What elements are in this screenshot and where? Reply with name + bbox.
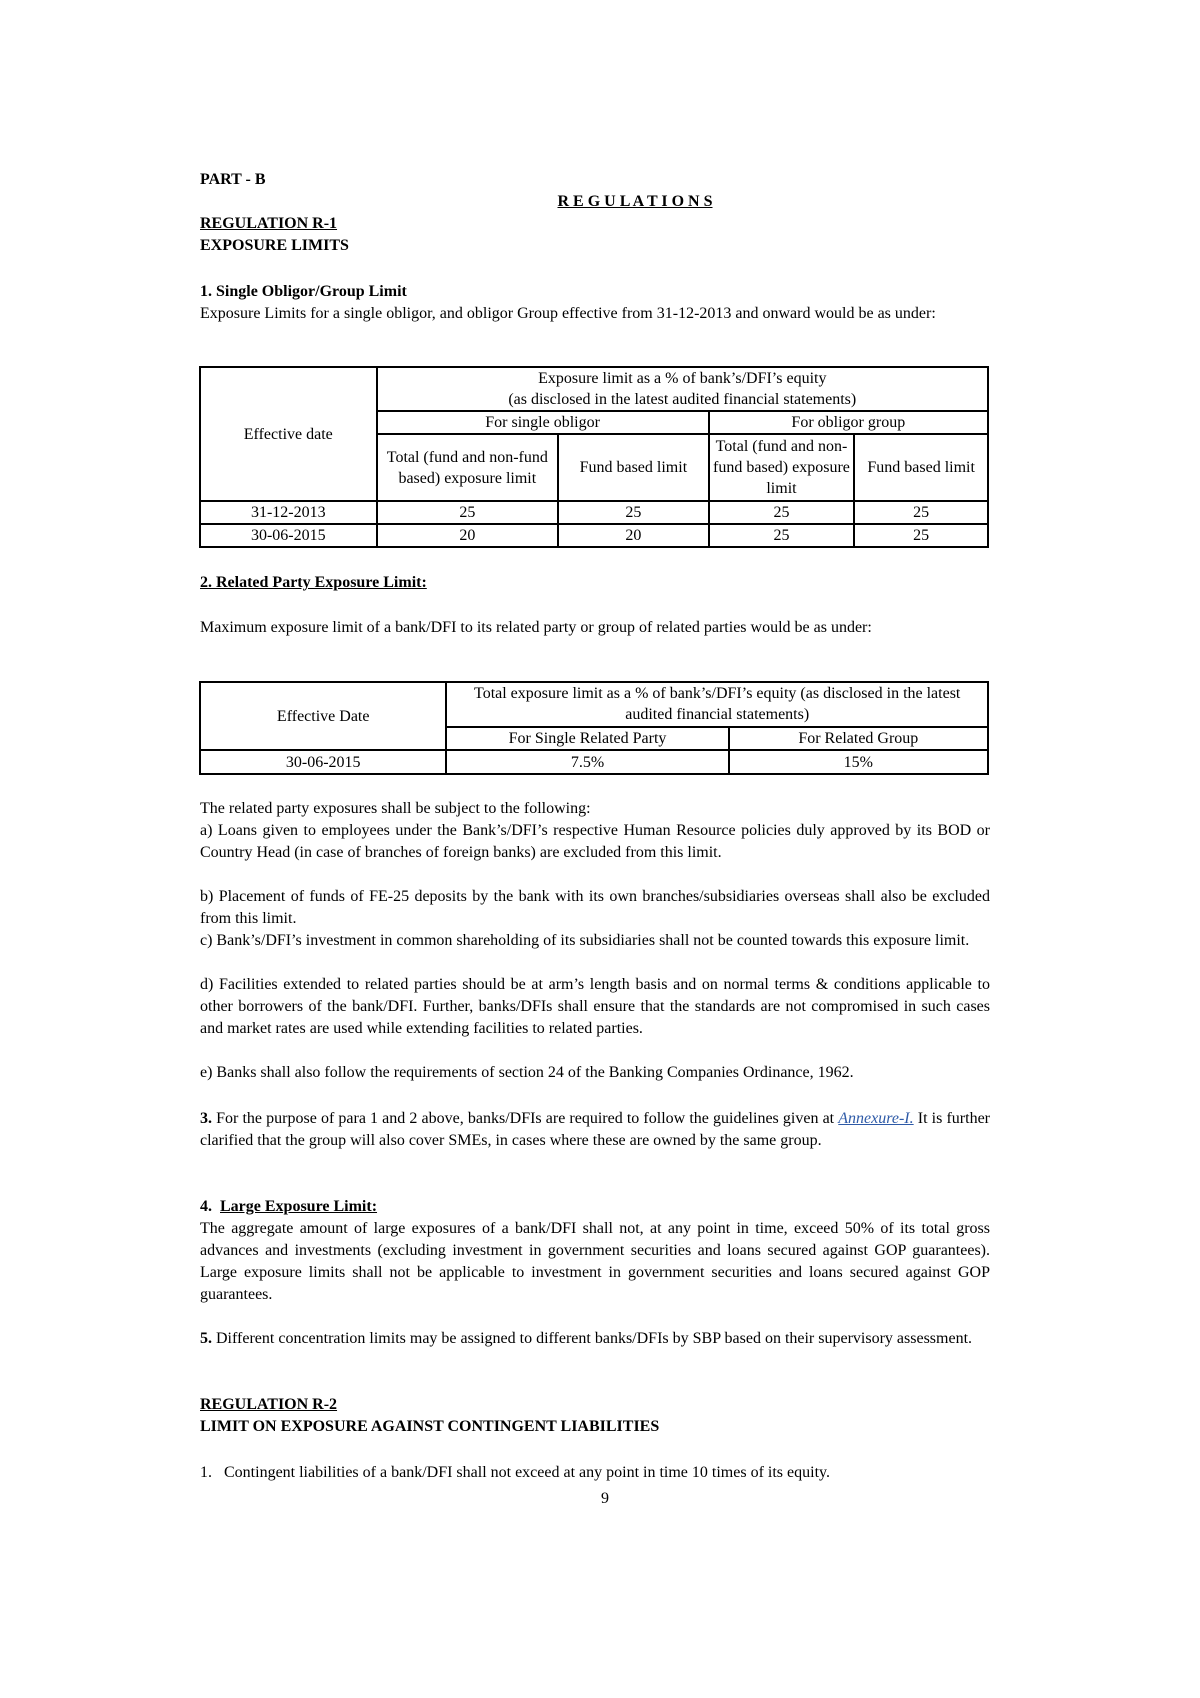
table-row (200, 524, 988, 547)
table-cell: 25 (709, 524, 855, 547)
related-item-e: e) Banks shall also follow the requirements of section 24 of the Banking Companies Ordinance, 1962. (200, 1064, 854, 1081)
table-cell: 30-06-2015 (200, 750, 446, 774)
regulation-r2-subheading: LIMIT ON EXPOSURE AGAINST CONTINGENT LIABILITIES (200, 1418, 660, 1435)
r2-item-1: 1. Contingent liabilities of a bank/DFI shall not exceed at any point in time 10 times of its equity. (200, 1464, 830, 1481)
table-cell: 31-12-2013 (200, 501, 377, 524)
table-cell: 25 (377, 501, 559, 524)
section-4-title: 4. Large Exposure Limit: (200, 1198, 378, 1215)
exposure-limit-header: Exposure limit as a % of bank’s/DFI’s equity (as disclosed in the latest audited financial statements) (377, 367, 988, 411)
group-total-limit-header: Total (fund and non-fund based) exposure limit (709, 434, 855, 501)
table-row (200, 501, 988, 524)
single-related-party-header: For Single Related Party (446, 727, 728, 751)
table-cell: 25 (854, 501, 988, 524)
table-cell: 15% (729, 750, 988, 774)
table-cell: 25 (854, 524, 988, 547)
page-number: 9 (601, 1490, 609, 1507)
effective-date-header: Effective date (200, 367, 377, 501)
section-4-text: The aggregate amount of large exposures of a bank/DFI shall not, at any point in time, exceed 50% of its total gross advances and investments (excluding investment in government securities and loans secured against GOP guarantees). Large exposure limits shall not be applicable to investment in government securities and loans secured against GOP guarantees. (200, 1220, 990, 1303)
table-cell: 7.5% (446, 750, 728, 774)
table-cell: 30-06-2015 (200, 524, 377, 547)
section-5-text: 5. Different concentration limits may be assigned to different banks/DFIs by SBP based on their supervisory assessment. (200, 1330, 973, 1347)
related-item-d: d) Facilities extended to related parties should be at arm’s length basis and on normal terms & conditions applicable to other borrowers of the bank/DFI. Further, banks/DFIs shall ensure that the standards are not compromised in such cases and market rates are used while extending facilities to related parties. (200, 976, 990, 1037)
table-cell: 20 (558, 524, 709, 547)
section-2-text: Maximum exposure limit of a bank/DFI to its related party or group of related parties would be as under: (200, 619, 872, 636)
related-item-a: a) Loans given to employees under the Bank’s/DFI’s respective Human Resource policies duly approved by its BOD or Country Head (in case of branches of foreign banks) are excluded from this limit. (200, 822, 990, 861)
table-cell: 20 (377, 524, 559, 547)
table-cell: 25 (558, 501, 709, 524)
section-1-text: Exposure Limits for a single obligor, and obligor Group effective from 31-12-2013 and onward would be as under: (200, 305, 936, 322)
annexure-link[interactable]: Annexure-I. (838, 1110, 914, 1127)
related-group-header: For Related Group (729, 727, 988, 751)
regulations-title: R E G U L A T I O N S (557, 193, 713, 210)
obligor-group-header: For obligor group (709, 411, 988, 434)
group-fund-based-header: Fund based limit (854, 434, 988, 501)
section-2-title: 2. Related Party Exposure Limit: (200, 574, 427, 591)
regulation-r2-heading: REGULATION R-2 (200, 1396, 338, 1413)
related-limit-header: Total exposure limit as a % of bank’s/DFI’s equity (as disclosed in the latest audited financial statements) (446, 682, 988, 727)
exposure-limits-table (199, 366, 989, 548)
related-party-table (199, 681, 989, 775)
regulation-r1-subheading: EXPOSURE LIMITS (200, 237, 349, 254)
section-1-title: 1. Single Obligor/Group Limit (200, 283, 407, 300)
related-item-b: b) Placement of funds of FE-25 deposits by the bank with its own branches/subsidiaries overseas shall also be excluded from this limit. (200, 888, 990, 927)
part-label: PART - B (200, 171, 266, 188)
regulation-r1-heading: REGULATION R-1 (200, 215, 338, 232)
table-row (200, 750, 988, 774)
single-obligor-header: For single obligor (377, 411, 709, 434)
effective-date-header: Effective Date (200, 682, 446, 750)
related-intro: The related party exposures shall be subject to the following: (200, 800, 591, 817)
single-total-limit-header: Total (fund and non-fund based) exposure limit (377, 434, 559, 501)
single-fund-based-header: Fund based limit (558, 434, 709, 501)
section-3-text: 3. For the purpose of para 1 and 2 above, banks/DFIs are required to follow the guidelines given at Annexure-I. It is further clarified that the group will also cover SMEs, in cases where these are owned by the same group. (200, 1110, 990, 1149)
related-item-c: c) Bank’s/DFI’s investment in common shareholding of its subsidiaries shall not be counted towards this exposure limit. (200, 932, 970, 949)
table-cell: 25 (709, 501, 855, 524)
